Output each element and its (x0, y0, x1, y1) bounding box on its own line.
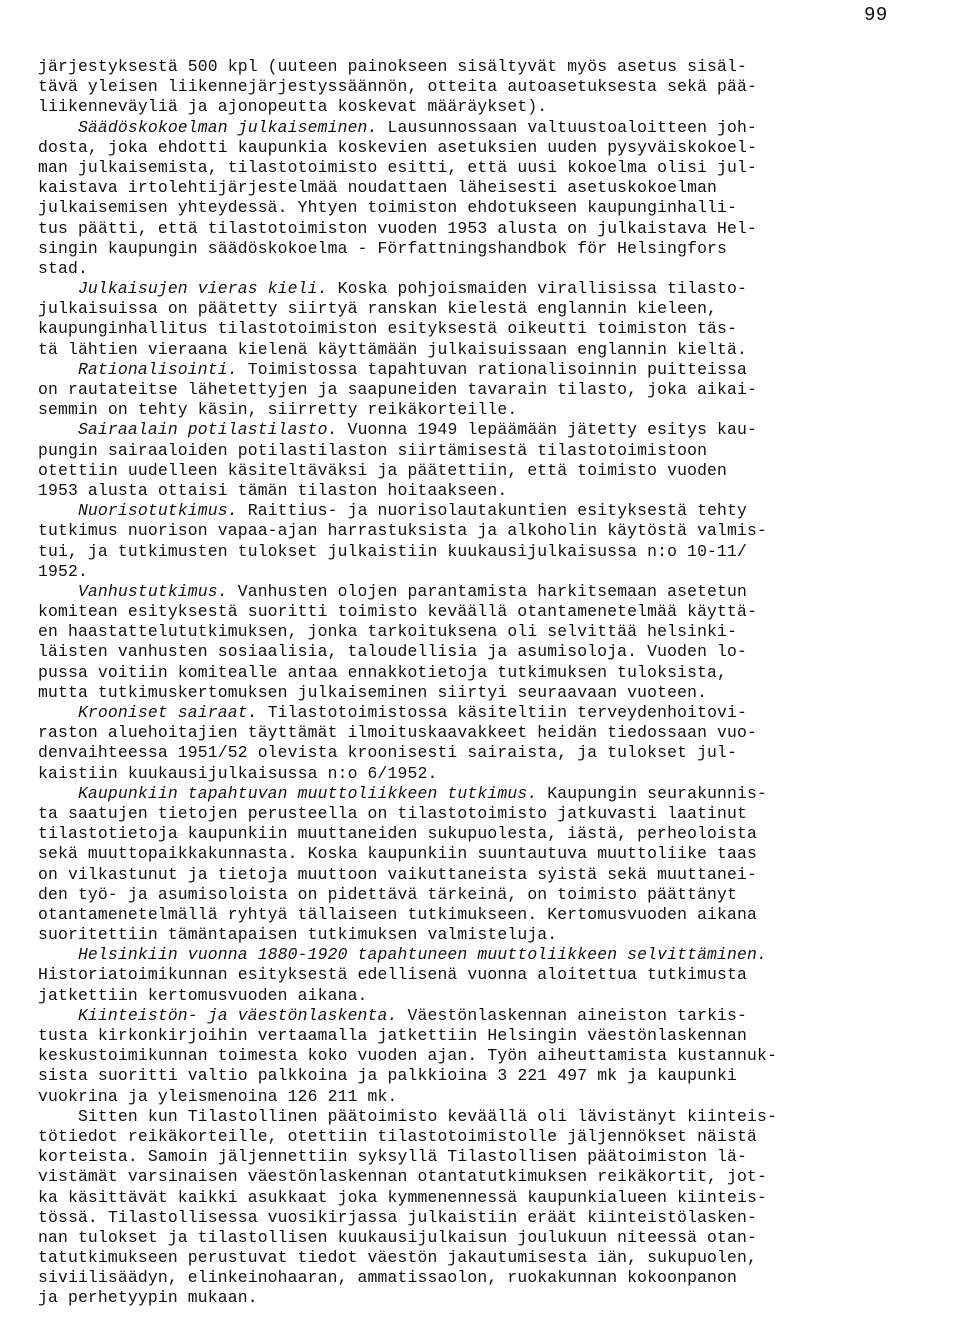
line-text: Lausunnossaan valtuustoaloitteen joh- (377, 117, 757, 137)
text-line (38, 1288, 920, 1308)
line-text: otantamenetelmällä ryhtyä tällaiseen tutkimukseen. Kertomusvuoden aikana (38, 904, 757, 924)
text-line (38, 1066, 920, 1086)
line-text: suoritettiin tämäntapaisen tutkimuksen valmisteluja. (38, 925, 558, 945)
text-line (38, 703, 920, 723)
line-text: on vilkastunut ja tietoja muuttoon vaikuttaneista syistä sekä muuttanei- (38, 864, 757, 884)
text-line (38, 57, 920, 77)
text-line (38, 1268, 920, 1288)
line-text: komitean esityksestä suoritti toimisto keväällä otantamenetelmää käyttä- (38, 602, 757, 622)
line-text: sekä muuttopaikkakunnasta. Koska kaupunkiin suuntautuva muuttoliike taas (38, 844, 757, 864)
text-line (38, 380, 920, 400)
line-text: julkaisemisen yhteydessä. Yhtyen toimiston ehdotukseen kaupunginhalli- (38, 198, 738, 218)
text-line (38, 1026, 920, 1046)
line-text: siviilisäädyn, elinkeinohaaran, ammatissaolon, ruokakunnan kokoonpanon (38, 1268, 738, 1288)
text-line (38, 198, 920, 218)
line-text: pungin sairaaloiden potilastilaston siirtämisestä tilastotoimistoon (38, 440, 708, 460)
text-line (38, 1107, 920, 1127)
text-line (38, 481, 920, 501)
text-line (38, 1127, 920, 1147)
line-text: singin kaupungin säädöskokoelma - Författningshandbok för Helsingfors (38, 238, 728, 258)
line-text: järjestyksestä 500 kpl (uuteen painokseen sisältyvät myös asetus sisäl- (38, 57, 748, 76)
text-line (38, 219, 920, 239)
document-body (38, 57, 920, 1309)
line-text: dosta, joka ehdotti kaupunkia koskevien asetuksien uuden pysyväiskokoel- (38, 137, 757, 157)
text-line (38, 824, 920, 844)
line-text: julkaisuissa on päätetty siirtyä ranskan kielestä englannin kieleen, (38, 299, 718, 319)
line-text: ka käsittävät kaikki asukkaat joka kymmenennessä kaupunkialueen kiinteis- (38, 1187, 767, 1207)
line-text: ja perhetyypin mukaan. (38, 1288, 258, 1308)
section-heading: Helsinkiin vuonna 1880-1920 tapahtuneen muuttoliikkeen selvittäminen. (38, 945, 767, 965)
text-line (38, 1208, 920, 1228)
text-line (38, 542, 920, 562)
text-line (38, 844, 920, 864)
line-text: Historiatoimikunnan esityksestä edellisenä vuonna aloitettua tutkimusta (38, 965, 748, 985)
line-text: Kaupungin seurakunnis- (537, 783, 767, 803)
page-number: 99 (864, 4, 888, 26)
text-line (38, 1248, 920, 1268)
line-text: Vuonna 1949 lepäämään jätetty esitys kau- (337, 420, 758, 440)
line-text: ta saatujen tietojen perusteella on tilastotoimisto jatkuvasti laatinut (38, 803, 748, 823)
line-text: tusta kirkonkirjoihin vertaamalla jatkettiin Helsingin väestönlaskennan (38, 1026, 748, 1045)
line-text: kaistava irtolehtijärjestelmää noudattaen läheisesti asetuskokoelman (38, 178, 718, 198)
line-text: liikenneväyliä ja ajonopeutta koskevat määräykset). (38, 97, 548, 117)
text-line (38, 1006, 920, 1026)
line-text: pussa voitiin komitealle antaa ennakkotietoja tutkimuksen tuloksista, (38, 662, 728, 682)
section-heading: Julkaisujen vieras kieli. (38, 279, 328, 299)
line-text: Tilastotoimistossa käsiteltiin terveydenhoitovi- (257, 703, 748, 722)
text-line (38, 299, 920, 319)
text-line (38, 138, 920, 158)
section-heading: Säädöskokoelman julkaiseminen. (38, 117, 378, 137)
text-line (38, 723, 920, 743)
line-text: vistämät varsinaisen väestönlaskennan otantatutkimuksen reikäkortit, jot- (38, 1167, 767, 1187)
line-text: tä lähtien vieraana kielenä käyttämään julkaisuissaan englannin kieltä. (38, 339, 748, 359)
text-line (38, 400, 920, 420)
text-line (38, 925, 920, 945)
line-text: 1953 alusta ottaisi tämän tilaston hoitaakseen. (38, 480, 508, 500)
text-line (38, 1147, 920, 1167)
line-text: tilastotietoja kaupunkiin muuttaneiden sukupuolesta, iästä, perheoloista (38, 824, 757, 844)
text-line (38, 1228, 920, 1248)
line-text: korteista. Samoin jäljennettiin syksyllä Tilastollisen päätoimiston lä- (38, 1147, 748, 1167)
line-text: man julkaisemista, tilastotoimisto esitti, että uusi kokoelma olisi jul- (38, 157, 757, 177)
line-text: jatkettiin kertomusvuoden aikana. (38, 985, 368, 1005)
text-line (38, 804, 920, 824)
line-text: denvaihteessa 1951/52 olevista kroonisesti sairaista, ja tulokset jul- (38, 743, 738, 763)
line-text: Toimistossa tapahtuvan rationalisoinnin puitteissa (237, 359, 748, 379)
text-line (38, 279, 920, 299)
text-line (38, 784, 920, 804)
line-text: en haastattelututkimuksen, jonka tarkoituksena oli selvittää helsinki- (38, 622, 738, 642)
text-line (38, 178, 920, 198)
line-text: otettiin uudelleen käsiteltäväksi ja päätettiin, että toimisto vuoden (38, 460, 728, 480)
section-heading: Nuorisotutkimus. (38, 501, 238, 521)
line-text: sista suoritti valtio palkkoina ja palkkioina 3 221 497 mk ja kaupunki (38, 1066, 738, 1086)
line-text: tössä. Tilastollisessa vuosikirjassa julkaistiin eräät kiinteistölasken- (38, 1207, 757, 1227)
line-text: Koska pohjoismaiden virallisissa tilasto- (327, 279, 748, 299)
text-line (38, 642, 920, 662)
text-line (38, 158, 920, 178)
text-line (38, 905, 920, 925)
line-text: tus päätti, että tilastotoimiston vuoden 1953 alusta on julkaistava Hel- (38, 218, 757, 238)
section-heading: Krooniset sairaat. (38, 703, 258, 722)
text-line (38, 622, 920, 642)
text-line (38, 1087, 920, 1107)
section-heading: Rationalisointi. (38, 359, 238, 379)
line-text: Sitten kun Tilastollinen päätoimisto keväällä oli lävistänyt kiinteis- (38, 1106, 777, 1126)
text-line (38, 521, 920, 541)
text-line (38, 77, 920, 97)
line-text: tui, ja tutkimusten tulokset julkaistiin kuukausijulkaisussa n:o 10-11/ (38, 541, 748, 561)
line-text: tävä yleisen liikennejärjestyssäännön, otteita autoasetuksesta sekä pää- (38, 77, 757, 97)
line-text: keskustoimikunnan toimesta koko vuoden ajan. Työn aiheuttamista kustannuk- (38, 1046, 777, 1066)
line-text: Raittius- ja nuorisolautakuntien esityksestä tehty (237, 501, 748, 521)
line-text: tötiedot reikäkorteille, otettiin tilastotoimistolle jäljennökset näistä (38, 1126, 757, 1146)
section-heading: Sairaalain potilastilasto. (38, 420, 338, 440)
text-line (38, 441, 920, 461)
line-text: den työ- ja asumisoloista on pidettävä tärkeinä, on toimisto päättänyt (38, 884, 738, 904)
text-line (38, 1046, 920, 1066)
text-line (38, 1188, 920, 1208)
text-line (38, 259, 920, 279)
line-text: semmin on tehty käsin, siirretty reikäkorteille. (38, 400, 518, 420)
line-text: kaistiin kuukausijulkaisussa n:o 6/1952. (38, 763, 438, 783)
section-heading: Kaupunkiin tapahtuvan muuttoliikkeen tutkimus. (38, 783, 538, 803)
text-line (38, 945, 920, 965)
text-line (38, 340, 920, 360)
text-line (38, 461, 920, 481)
text-line (38, 743, 920, 763)
line-text: kaupunginhallitus tilastotoimiston esityksestä oikeutti toimiston täs- (38, 319, 738, 339)
line-text: on rautateitse lähetettyjen ja saapuneiden tavarain tilasto, joka aikai- (38, 380, 757, 399)
text-line (38, 239, 920, 259)
line-text: 1952. (38, 561, 88, 581)
line-text: stad. (38, 258, 88, 278)
text-line (38, 1167, 920, 1187)
line-text: nan tulokset ja tilastollisen kuukausijulkaisun joulukuun niteessä otan- (38, 1227, 757, 1247)
line-text: vuokrina ja yleismenoina 126 211 mk. (38, 1086, 398, 1106)
line-text: Vanhusten olojen parantamista harkitsemaan asetetun (227, 581, 748, 601)
text-line (38, 986, 920, 1006)
line-text: mutta tutkimuskertomuksen julkaiseminen siirtyi seuraavaan vuoteen. (38, 682, 708, 702)
text-line (38, 97, 920, 117)
text-line (38, 360, 920, 380)
text-line (38, 501, 920, 521)
text-line (38, 118, 920, 138)
line-text: tatutkimukseen perustuvat tiedot väestön jakautumisesta iän, sukupuolen, (38, 1248, 757, 1268)
text-line (38, 965, 920, 985)
line-text: läisten vanhusten sosiaalisia, taloudellisia ja asumisoloja. Vuoden lo- (38, 642, 748, 662)
text-line (38, 602, 920, 622)
text-line (38, 865, 920, 885)
section-heading: Vanhustutkimus. (38, 581, 228, 601)
section-heading: Kiinteistön- ja väestönlaskenta. (38, 1005, 398, 1025)
text-line (38, 885, 920, 905)
text-line (38, 319, 920, 339)
text-line (38, 420, 920, 440)
line-text: raston aluehoitajien täyttämät ilmoituskaavakkeet heidän tiedossaan vuo- (38, 723, 757, 743)
line-text: tutkimus nuorison vapaa-ajan harrastuksista ja alkoholin käytöstä valmis- (38, 521, 767, 541)
text-line (38, 582, 920, 602)
text-line (38, 683, 920, 703)
text-line (38, 562, 920, 582)
text-line (38, 764, 920, 784)
line-text: Väestönlaskennan aineiston tarkis- (397, 1005, 748, 1025)
text-line (38, 663, 920, 683)
